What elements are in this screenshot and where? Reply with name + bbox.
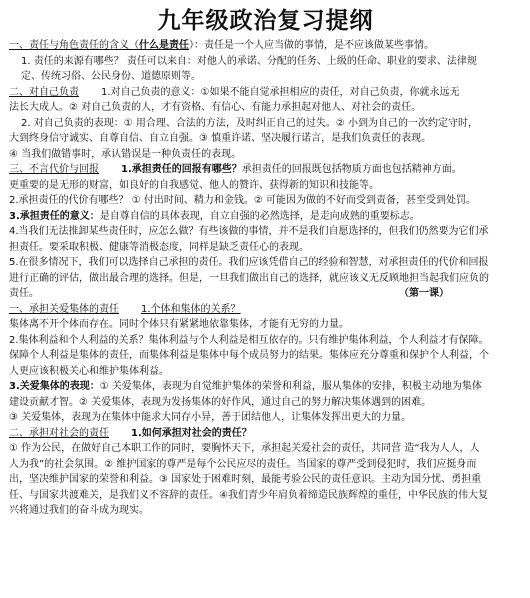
s4-line-3: 2.集体利益和个人利益的关系？集体利益与个人利益是相互依存的。只有维护集体利益，个人利益才有保障。: [9, 334, 489, 346]
s4-heading-line: [9, 302, 522, 318]
s4-line-2: 集体离不开个体而存在。同时个体只有紧紧地依靠集体，才能有无穷的力量。: [9, 319, 349, 330]
s2-line-3: 2. 对自己负责的表现：① 用合理、合法的方法，及时纠正自己的过失。② 小到为自己的一次约定守时，: [21, 117, 479, 129]
s3-line-4-text: 是自尊自信的具体表现，自立自强的必然选择，是走向成熟的重要标志。: [99, 210, 420, 222]
s5-line-6: 兴将通过我们的奋斗成为现实。: [9, 505, 149, 516]
s2-sub: 1.对自己负责的意义：①如果不能自觉承担相应的责任，对自己负责，你就永远无: [101, 86, 460, 98]
s4-line-6: [9, 379, 522, 395]
s3-sub: 1.承担责任的回报有哪些？: [121, 164, 242, 175]
s3-sub-tail: 承担责任的回报既包括物质方面也包括精神方面。: [241, 164, 462, 175]
s1-question: 什么是责任: [139, 40, 189, 51]
s3-line-6: 担责任。要采取积极、健康等消极态度，同样是缺乏责任心的表现。: [9, 241, 309, 253]
s1-line-2: 定、传统习俗、公民身份、道德原则等。: [21, 71, 201, 82]
s4-line-5: 人更应该积极关心和维护集体利益。: [9, 365, 169, 377]
s4-line-6-text: ① 关爱集体，表现为自觉维护集体的荣誉和利益，服从集体的安排，积极主动地为集体: [99, 381, 482, 392]
s5-line-3: 人为我”的社会氛围。② 维护国家的尊严是每个公民应尽的责任。当国家的尊严受到侵犯时，我们应挺身而: [9, 458, 477, 470]
s4-heading: 一、承担关爱集体的责任: [9, 303, 119, 315]
s5-line-5: 任、与国家共渡难关，是我们义不容辞的责任。④我们青少年肩负着缔造民族辉煌的重任，中华民族的伟大复: [9, 489, 488, 501]
s1-line-1: 1. 责任的来源有哪些？ 责任可以来自：对他人的承诺、分配的任务、上级的任命、职业的要求、法律规: [21, 55, 477, 67]
document-title: 九年级政治复习提纲: [157, 7, 374, 34]
s4-line-6-label: 3.关爱集体的表现：: [9, 381, 100, 392]
s2-line-2: 法长大成人。② 对自己负责的人，才有资格、有信心、有能力承担起对他人、对社会的责任。: [9, 102, 422, 113]
lesson-label: （第一课）: [399, 288, 449, 299]
s4-sub: 1.个体和集体的关系？: [141, 303, 241, 315]
s3-line-5: 4.当我们无法推卸某些责任时，应怎么做？有些该做的事情，并不是我们自愿选择的，但我们仍然要为它们承: [9, 226, 489, 237]
s3-line-7: 5.在很多情况下，我们可以选择自己承担的责任。我们应该凭借自己的经验和智慧，对承担责任的代价和回报: [9, 257, 489, 268]
s5-heading-line: [9, 426, 522, 442]
s3-heading: 三、不言代价与回报: [9, 164, 99, 175]
s3-heading-line: [9, 162, 522, 178]
s5-line-4: 出，坚决维护国家的荣誉和利益。③ 国家处于困难时刻，最能考验公民的责任意识。主动为国分忧、勇担重: [9, 474, 482, 485]
s3-line-2: 更重要的是无形的财富，如良好的自我感觉、他人的赞许、获得新的知识和技能等。: [9, 179, 379, 191]
s3-line-4: [9, 209, 522, 225]
s4-line-4: 保障个人利益是集体的责任，而集体利益是集体中每个成员努力的结果。集体应充分尊重和保护个人利益，个: [9, 350, 489, 361]
s4-line-8: ③ 关爱集体，表现为在集体中能求大同存小异，善于团结他人，让集体发挥出更大的力量。: [9, 412, 412, 423]
s2-heading: 二、对自己负责: [9, 86, 79, 98]
s1-heading-line: [9, 38, 522, 54]
s5-sub: 1.如何承担对社会的责任？: [131, 427, 252, 439]
s2-heading-line: [9, 85, 522, 101]
s5-line-2: ① 作为公民，在做好自己本职工作的同时，要胸怀天下，承担起关爱社会的责任，共同营 造“我为人人，人: [9, 443, 480, 454]
s1-heading: 一、责任与角色责任的含义（: [9, 40, 139, 51]
s3-line-9: [9, 286, 522, 302]
s3-line-9-text: 责任。: [9, 288, 39, 299]
s2-line-5: ④ 当我们做错事时，承认错误是一种负责任的表现。: [9, 148, 242, 160]
s2-line-4: 大到终身信守诚实、自尊自信、自立自强。③ 慎重许诺、坚决履行诺言，是我们负责任的表现。: [9, 133, 432, 144]
s1-heading-tail: ）：责任是一个人应当做的事情，是不应该做某些事情。: [189, 40, 434, 51]
s5-heading: 二、承担对社会的责任: [9, 427, 109, 439]
s3-line-4-label: 3.承担责任的意义：: [9, 210, 100, 222]
document-body: [9, 38, 522, 519]
s4-line-7: 建设贡献才智。② 关爱集体，表现为发扬集体的好作风，通过自己的努力解决集体遇到的困难。: [9, 396, 432, 408]
s3-line-8: 进行正确的评估，做出最合理的选择。但是，一旦我们做出自己的选择，就应该义无反顾地担当起我们应负的: [9, 272, 489, 284]
s3-line-3: 2.承担责任的代价有哪些？ ① 付出时间、精力和金钱。② 可能因为做的不好而受到责备，甚至受到处罚。: [9, 195, 477, 206]
